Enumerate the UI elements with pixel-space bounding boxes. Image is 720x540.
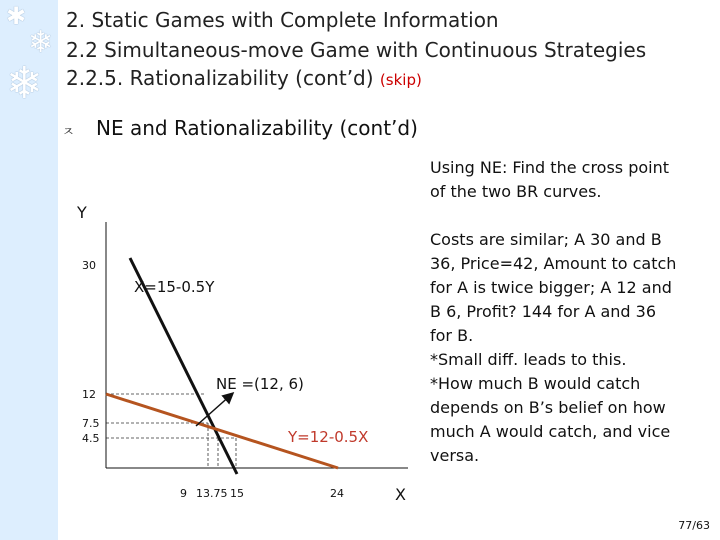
x-tick-label: 9 — [180, 487, 187, 500]
page-number: 77/63 — [678, 519, 710, 532]
snowflake-icon: ❄ — [28, 25, 54, 60]
explanation-line: 36, Price=42, Amount to catch — [430, 254, 677, 273]
header-line-1: 2. Static Games with Complete Information — [66, 8, 499, 32]
explanation-line: for B. — [430, 326, 474, 345]
snowflake-icon: ❄ — [6, 58, 43, 109]
header-line-2: 2.2 Simultaneous-move Game with Continuous Strategies — [66, 38, 647, 62]
explanation-line: versa. — [430, 446, 480, 465]
y-axis-label: Y — [77, 203, 87, 222]
intro-line: Using NE: Find the cross point — [430, 158, 670, 177]
explanation-line: depends on B’s belief on how — [430, 398, 666, 417]
br-b-label: Y=12-0.5X — [288, 428, 369, 446]
x-axis-label: X — [395, 485, 406, 504]
y-tick-label: 30 — [82, 259, 96, 272]
explanation-line: for A is twice bigger; A 12 and — [430, 278, 672, 297]
snowflake-icon: ✱ — [6, 2, 27, 30]
x-tick-label: 24 — [330, 487, 344, 500]
explanation-line: *How much B would catch — [430, 374, 641, 393]
skip-label: (skip) — [379, 71, 422, 89]
explanation-line: *Small diff. leads to this. — [430, 350, 627, 369]
header-line-3-text: 2.2.5. Rationalizability (cont’d) — [66, 66, 374, 90]
x-tick-label: 13.75 — [196, 487, 228, 500]
y-tick-label: 7.5 — [82, 417, 100, 430]
explanation-line: B 6, Profit? 144 for A and 36 — [430, 302, 657, 321]
x-tick-label: 15 — [230, 487, 244, 500]
slide-subtitle: NE and Rationalizability (cont’d) — [96, 116, 418, 140]
y-tick-label: 4.5 — [82, 432, 100, 445]
explanation-line: Costs are similar; A 30 and B — [430, 230, 662, 249]
explanation-line: much A would catch, and vice — [430, 422, 671, 441]
br-a-label: X=15-0.5Y — [134, 278, 215, 296]
intro-line: of the two BR curves. — [430, 182, 602, 201]
ne-annotation-label: NE =(12, 6) — [216, 375, 304, 393]
y-tick-label: 12 — [82, 388, 96, 401]
bullet-icon: ㅈ — [62, 125, 75, 140]
